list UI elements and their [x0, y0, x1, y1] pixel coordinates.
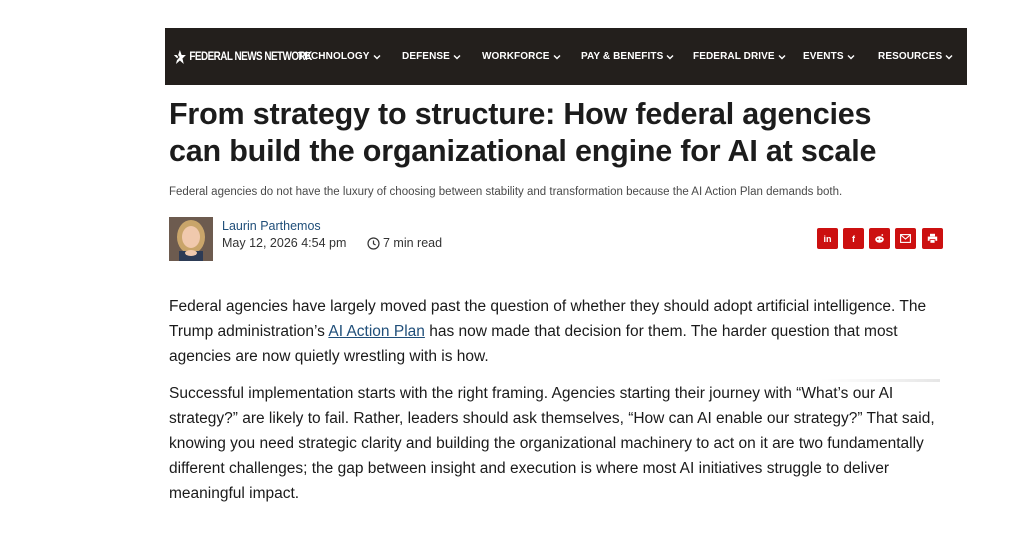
read-time — [367, 236, 442, 250]
nav-item-label: EVENTS — [803, 51, 844, 62]
nav-item-label: WORKFORCE — [482, 51, 550, 62]
author-avatar[interactable] — [169, 217, 213, 261]
nav-item-label: RESOURCES — [878, 51, 943, 62]
chevron-down-icon — [945, 53, 953, 61]
read-time-label: 7 min read — [383, 236, 443, 250]
nav-item-pay-benefits[interactable] — [581, 51, 674, 62]
nav-item-label: TECHNOLOGY — [298, 51, 370, 62]
top-nav-bar — [165, 28, 967, 85]
share-linkedin-button[interactable] — [817, 228, 838, 249]
share-facebook-button[interactable] — [843, 228, 864, 249]
article-paragraph — [169, 294, 939, 369]
nav-item-resources[interactable] — [878, 51, 953, 62]
clock-icon — [367, 237, 380, 250]
site-logo[interactable] — [173, 49, 312, 65]
chevron-down-icon — [666, 53, 674, 61]
email-icon — [900, 234, 911, 243]
author-photo — [169, 217, 213, 261]
linkedin-icon: in — [823, 233, 832, 244]
paragraph-text: Federal agencies have largely moved past the question of whether they should adopt artificial intelligence. The Trump administration’s — [169, 298, 927, 340]
share-email-button[interactable] — [895, 228, 916, 249]
share-reddit-button[interactable] — [869, 228, 890, 249]
chevron-down-icon — [778, 53, 786, 61]
facebook-icon: f — [852, 233, 855, 244]
article-subhead: Federal agencies do not have the luxury of choosing between stability and transformation because the AI Action Plan demands both. — [169, 186, 843, 198]
nav-item-label: FEDERAL DRIVE — [693, 51, 775, 62]
nav-item-defense[interactable] — [402, 51, 461, 62]
logo-text: FEDERAL NEWS NETWORK — [189, 50, 312, 63]
chevron-down-icon — [453, 53, 461, 61]
nav-item-workforce[interactable] — [482, 51, 561, 62]
chevron-down-icon — [373, 53, 381, 61]
paragraph-text: has now made that decision for them. The harder question that most agencies are now quietly wrestling with is how. — [169, 323, 898, 365]
article-paragraph: Successful implementation starts with the right framing. Agencies starting their journey with “What’s our AI strategy?” are likely to fail. Rather, leaders should ask themselves, “How can AI enable our strategy?” That said, knowing you need strategic clarity and building the organizational machinery to act on it are two fundamentally different challenges; the gap between insight and execution is where most AI initiatives struggle to deliver meaningful impact. — [169, 385, 935, 502]
logo-star-icon — [173, 49, 187, 65]
nav-item-technology[interactable] — [298, 51, 381, 62]
chevron-down-icon — [553, 53, 561, 61]
nav-item-label: DEFENSE — [402, 51, 450, 62]
nav-item-label: PAY & BENEFITS — [581, 51, 664, 62]
chevron-down-icon — [847, 53, 855, 61]
author-name-link[interactable]: Laurin Parthemos — [222, 219, 321, 233]
reddit-icon — [874, 233, 885, 244]
nav-item-federal-drive[interactable] — [693, 51, 786, 62]
publish-date: May 12, 2026 4:54 pm — [222, 236, 347, 250]
nav-item-events[interactable] — [803, 51, 855, 62]
article-headline: From strategy to structure: How federal agencies can build the organizational engine for AI at scale — [169, 97, 877, 168]
ai-action-plan-link[interactable]: AI Action Plan — [328, 323, 425, 340]
print-icon — [927, 233, 938, 244]
share-print-button[interactable] — [922, 228, 943, 249]
